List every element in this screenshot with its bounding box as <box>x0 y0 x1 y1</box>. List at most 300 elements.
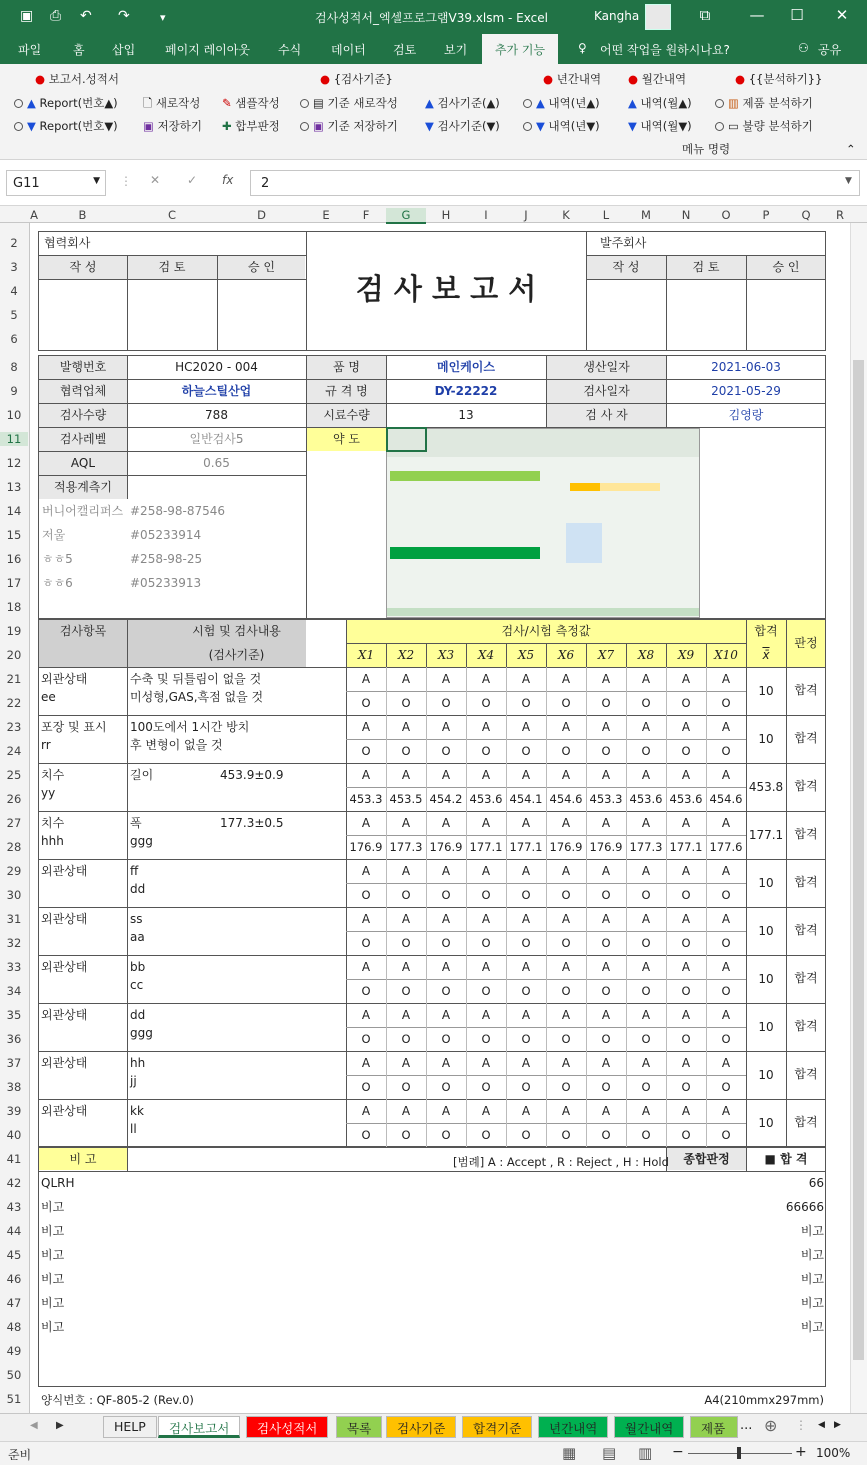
inspection-date[interactable]: 2021-05-29 <box>711 384 781 398</box>
function-icon[interactable]: fx <box>222 173 234 187</box>
measure-cell[interactable]: O <box>721 1080 731 1094</box>
row-header[interactable]: 50 <box>6 1368 22 1382</box>
measure-cell[interactable]: O <box>601 936 611 950</box>
tell-me-input[interactable]: 어떤 작업을 원하시나요? <box>600 43 730 57</box>
measure-cell[interactable]: O <box>561 696 571 710</box>
row-header[interactable]: 17 <box>6 576 22 590</box>
row-header[interactable]: 36 <box>6 1032 22 1046</box>
row-header[interactable]: 38 <box>6 1080 22 1094</box>
col-header-g[interactable]: G <box>386 208 426 224</box>
measure-cell[interactable]: A <box>361 672 371 686</box>
measure-cell[interactable]: A <box>681 720 691 734</box>
row-header[interactable]: 3 <box>10 260 18 274</box>
tab-data[interactable]: 데이터 <box>331 43 366 57</box>
row-header[interactable]: 11 <box>0 432 28 446</box>
undo-icon[interactable]: ↶ <box>80 8 92 24</box>
measure-cell[interactable]: 177.1 <box>509 840 543 854</box>
measure-cell[interactable]: A <box>361 960 371 974</box>
measure-cell[interactable]: A <box>561 1104 571 1118</box>
measure-cell[interactable]: A <box>641 768 651 782</box>
analysis-group[interactable] <box>735 71 822 87</box>
measure-cell[interactable]: O <box>521 1032 531 1046</box>
measure-cell[interactable]: A <box>601 720 611 734</box>
zoom-level[interactable]: 100% <box>816 1446 851 1460</box>
measure-cell[interactable]: O <box>361 1032 371 1046</box>
print-preview-icon[interactable]: ⎙ <box>50 8 62 24</box>
measure-cell[interactable]: A <box>721 1056 731 1070</box>
measure-cell[interactable]: O <box>441 744 451 758</box>
save-report-button[interactable] <box>143 118 202 134</box>
row-header[interactable]: 19 <box>6 624 22 638</box>
measure-cell[interactable]: 454.2 <box>429 792 463 806</box>
measure-cell[interactable]: O <box>721 1032 731 1046</box>
measure-cell[interactable]: O <box>361 984 371 998</box>
measure-cell[interactable]: A <box>481 1056 491 1070</box>
measure-cell[interactable]: A <box>561 1056 571 1070</box>
share-button[interactable]: 공유 <box>818 43 842 57</box>
measure-cell[interactable]: A <box>521 960 531 974</box>
tab-page-layout[interactable]: 페이지 레이아웃 <box>165 43 250 57</box>
measure-cell[interactable]: O <box>401 744 411 758</box>
scrollbar-thumb[interactable] <box>853 360 864 1360</box>
month-down-button[interactable] <box>628 118 692 134</box>
measure-cell[interactable]: O <box>601 696 611 710</box>
row-header[interactable]: 34 <box>6 984 22 998</box>
worksheet[interactable] <box>30 223 850 1413</box>
standard-group[interactable] <box>320 71 393 87</box>
measure-cell[interactable]: A <box>601 672 611 686</box>
row-header[interactable]: 30 <box>6 888 22 902</box>
measure-cell[interactable]: A <box>681 912 691 926</box>
chevron-down-icon[interactable]: ▼ <box>845 176 852 186</box>
measure-cell[interactable]: O <box>361 696 371 710</box>
standard-up-button[interactable] <box>425 95 500 111</box>
row-header[interactable]: 32 <box>6 936 22 950</box>
row-header[interactable]: 46 <box>6 1272 22 1286</box>
measure-cell[interactable]: O <box>401 984 411 998</box>
row-header[interactable]: 51 <box>6 1392 22 1406</box>
measure-cell[interactable]: A <box>481 960 491 974</box>
measure-cell[interactable]: A <box>481 912 491 926</box>
measure-cell[interactable]: O <box>361 1080 371 1094</box>
measure-cell[interactable]: A <box>641 1104 651 1118</box>
measure-cell[interactable]: A <box>641 672 651 686</box>
measure-cell[interactable]: O <box>561 888 571 902</box>
close-button[interactable]: ✕ <box>835 6 849 24</box>
measure-cell[interactable]: 454.6 <box>549 792 583 806</box>
page-layout-view-icon[interactable]: ▤ <box>602 1444 617 1462</box>
measure-cell[interactable]: A <box>361 1104 371 1118</box>
measure-cell[interactable]: O <box>361 888 371 902</box>
measure-cell[interactable]: O <box>481 696 491 710</box>
col-header-p[interactable]: P <box>762 208 770 222</box>
measure-cell[interactable]: 453.5 <box>389 792 423 806</box>
measure-cell[interactable]: A <box>521 816 531 830</box>
measure-cell[interactable]: O <box>441 1032 451 1046</box>
tab-review[interactable]: 검토 <box>393 43 417 57</box>
measure-cell[interactable]: A <box>721 672 731 686</box>
row-header[interactable]: 28 <box>6 840 22 854</box>
row-header[interactable]: 12 <box>6 456 22 470</box>
measure-cell[interactable]: O <box>561 1080 571 1094</box>
save-standard-button[interactable] <box>300 118 398 134</box>
measure-cell[interactable]: A <box>481 864 491 878</box>
product-name[interactable]: 메인케이스 <box>437 360 495 374</box>
measure-cell[interactable]: A <box>681 1056 691 1070</box>
measure-cell[interactable]: O <box>641 936 651 950</box>
row-header[interactable]: 22 <box>6 696 22 710</box>
measure-cell[interactable]: O <box>721 888 731 902</box>
customize-icon[interactable]: ▾ <box>160 11 166 24</box>
scroll-right-icon[interactable]: ▶ <box>56 1420 64 1431</box>
page-break-view-icon[interactable]: ▥ <box>638 1444 653 1462</box>
measure-cell[interactable]: 454.6 <box>709 792 743 806</box>
row-header[interactable]: 8 <box>10 360 18 374</box>
row-header[interactable]: 18 <box>6 600 22 614</box>
enter-icon[interactable]: ✓ <box>187 173 198 187</box>
measure-cell[interactable]: A <box>721 864 731 878</box>
redo-icon[interactable]: ↷ <box>118 8 130 24</box>
col-header-h[interactable]: H <box>441 208 451 222</box>
measure-cell[interactable]: O <box>641 888 651 902</box>
col-header-e[interactable]: E <box>322 208 330 222</box>
measure-cell[interactable]: O <box>641 744 651 758</box>
measure-cell[interactable]: A <box>521 1104 531 1118</box>
measure-cell[interactable]: O <box>401 1080 411 1094</box>
measure-cell[interactable]: A <box>521 672 531 686</box>
hscroll-right-icon[interactable]: ▶ <box>834 1420 841 1430</box>
tab-addins[interactable]: 추가 기능 <box>482 34 558 65</box>
report-prev-button[interactable] <box>14 118 118 134</box>
hscroll-left-icon[interactable]: ◀ <box>818 1420 825 1430</box>
formula-input[interactable]: 2 <box>250 170 860 196</box>
issue-number[interactable]: HC2020 - 004 <box>175 360 258 374</box>
measure-cell[interactable]: A <box>441 912 451 926</box>
row-header[interactable]: 27 <box>6 816 22 830</box>
measure-cell[interactable]: 453.6 <box>669 792 703 806</box>
measure-cell[interactable]: 453.3 <box>349 792 383 806</box>
zoom-out-button[interactable]: − <box>672 1444 684 1460</box>
measure-cell[interactable]: 453.3 <box>589 792 623 806</box>
row-header[interactable]: 24 <box>6 744 22 758</box>
measure-cell[interactable]: O <box>601 888 611 902</box>
measure-cell[interactable]: O <box>481 1080 491 1094</box>
col-header-q[interactable]: Q <box>801 208 811 222</box>
measure-cell[interactable]: A <box>641 1008 651 1022</box>
measure-cell[interactable]: A <box>561 672 571 686</box>
row-header[interactable]: 31 <box>6 912 22 926</box>
measure-cell[interactable]: O <box>601 1080 611 1094</box>
measure-cell[interactable]: A <box>481 672 491 686</box>
measure-cell[interactable]: O <box>681 984 691 998</box>
row-header[interactable]: 35 <box>6 1008 22 1022</box>
measure-cell[interactable]: A <box>601 912 611 926</box>
measure-cell[interactable]: O <box>441 1080 451 1094</box>
row-header[interactable]: 33 <box>6 960 22 974</box>
row-header[interactable]: 25 <box>6 768 22 782</box>
col-header-j[interactable]: J <box>524 208 528 222</box>
measure-cell[interactable]: O <box>361 744 371 758</box>
measure-cell[interactable]: O <box>601 1032 611 1046</box>
measure-cell[interactable]: A <box>641 816 651 830</box>
sheet-tab-help[interactable]: HELP <box>103 1416 157 1438</box>
aql-value[interactable]: 0.65 <box>203 456 230 470</box>
measure-cell[interactable]: A <box>681 672 691 686</box>
measure-cell[interactable]: A <box>681 768 691 782</box>
measure-cell[interactable]: O <box>721 696 731 710</box>
measure-cell[interactable]: A <box>401 816 411 830</box>
measure-cell[interactable]: 176.9 <box>549 840 583 854</box>
sample-button[interactable] <box>222 95 280 111</box>
row-header[interactable]: 44 <box>6 1224 22 1238</box>
measure-cell[interactable]: A <box>481 1104 491 1118</box>
measure-cell[interactable]: A <box>681 1008 691 1022</box>
measure-cell[interactable]: A <box>721 1008 731 1022</box>
col-header-o[interactable]: O <box>721 208 731 222</box>
row-header[interactable]: 23 <box>6 720 22 734</box>
sheet-tab-pass-standard[interactable]: 합격기준 <box>462 1416 532 1438</box>
row-header[interactable]: 49 <box>6 1344 22 1358</box>
measure-cell[interactable]: 453.6 <box>629 792 663 806</box>
measure-cell[interactable]: A <box>601 864 611 878</box>
measure-cell[interactable]: A <box>641 1056 651 1070</box>
measure-cell[interactable]: A <box>561 960 571 974</box>
col-header-f[interactable]: F <box>362 208 370 222</box>
measure-cell[interactable]: O <box>721 936 731 950</box>
measure-cell[interactable]: O <box>641 1080 651 1094</box>
measure-cell[interactable]: O <box>561 936 571 950</box>
measure-cell[interactable]: O <box>481 1032 491 1046</box>
row-header[interactable]: 40 <box>6 1128 22 1142</box>
measure-cell[interactable]: O <box>521 936 531 950</box>
row-header[interactable]: 43 <box>6 1200 22 1214</box>
measure-cell[interactable]: 453.6 <box>469 792 503 806</box>
measure-cell[interactable]: A <box>681 864 691 878</box>
col-header-n[interactable]: N <box>681 208 691 222</box>
measure-cell[interactable]: O <box>681 1080 691 1094</box>
year-down-button[interactable] <box>523 118 600 134</box>
measure-cell[interactable]: A <box>361 1056 371 1070</box>
measure-cell[interactable]: A <box>481 720 491 734</box>
measure-cell[interactable]: O <box>641 1032 651 1046</box>
measure-cell[interactable]: O <box>361 936 371 950</box>
sheet-tab-yearly[interactable]: 년간내역 <box>538 1416 608 1438</box>
row-header[interactable]: 41 <box>6 1152 22 1166</box>
col-header-m[interactable]: M <box>641 208 651 222</box>
measure-cell[interactable]: O <box>721 744 731 758</box>
measure-cell[interactable]: A <box>521 720 531 734</box>
measure-cell[interactable]: A <box>601 1056 611 1070</box>
name-box[interactable] <box>6 170 106 196</box>
measure-cell[interactable]: O <box>401 936 411 950</box>
normal-view-icon[interactable]: ▦ <box>562 1444 577 1462</box>
row-header[interactable]: 2 <box>10 236 18 250</box>
spec-name[interactable]: DY-22222 <box>434 384 498 398</box>
measure-cell[interactable]: O <box>601 1128 611 1142</box>
measure-cell[interactable]: 177.6 <box>709 840 743 854</box>
measure-cell[interactable]: 177.3 <box>629 840 663 854</box>
maximize-button[interactable]: ☐ <box>790 6 804 24</box>
measure-cell[interactable]: O <box>561 1128 571 1142</box>
sheet-tab-monthly[interactable]: 월간내역 <box>614 1416 684 1438</box>
sheet-tab-product[interactable]: 제품 <box>690 1416 738 1438</box>
measure-cell[interactable]: 176.9 <box>429 840 463 854</box>
col-header-b[interactable]: B <box>78 208 87 222</box>
tab-formulas[interactable]: 수식 <box>278 43 302 57</box>
row-header[interactable]: 16 <box>6 552 22 566</box>
col-header-d[interactable]: D <box>257 208 266 222</box>
measure-cell[interactable]: O <box>441 1128 451 1142</box>
measure-cell[interactable]: A <box>441 864 451 878</box>
measure-cell[interactable]: O <box>681 936 691 950</box>
row-header[interactable]: 26 <box>6 792 22 806</box>
measure-cell[interactable]: A <box>561 768 571 782</box>
col-header-l[interactable]: L <box>602 208 610 222</box>
row-header[interactable]: 15 <box>6 528 22 542</box>
measure-cell[interactable]: 177.1 <box>669 840 703 854</box>
new-report-button[interactable] <box>143 95 200 115</box>
measure-cell[interactable]: A <box>361 768 371 782</box>
measure-cell[interactable]: A <box>401 720 411 734</box>
sample-qty[interactable]: 13 <box>458 408 474 422</box>
measure-cell[interactable]: A <box>601 960 611 974</box>
measure-cell[interactable]: A <box>641 720 651 734</box>
row-header[interactable]: 39 <box>6 1104 22 1118</box>
measure-cell[interactable]: O <box>681 744 691 758</box>
sheet-tab-list[interactable]: 목록 <box>336 1416 382 1438</box>
row-header[interactable]: 9 <box>10 384 18 398</box>
inspect-level[interactable]: 일반검사5 <box>189 432 244 446</box>
measure-cell[interactable]: A <box>561 816 571 830</box>
measure-cell[interactable]: A <box>721 816 731 830</box>
measure-cell[interactable]: O <box>361 1128 371 1142</box>
measure-cell[interactable]: O <box>401 696 411 710</box>
measure-cell[interactable]: O <box>721 984 731 998</box>
measure-cell[interactable]: A <box>721 720 731 734</box>
measure-cell[interactable]: A <box>601 768 611 782</box>
measure-cell[interactable]: O <box>521 888 531 902</box>
measure-cell[interactable]: A <box>401 864 411 878</box>
measure-cell[interactable]: O <box>401 1032 411 1046</box>
save-icon[interactable]: ▣ <box>20 8 34 24</box>
measure-cell[interactable]: A <box>441 1056 451 1070</box>
measure-cell[interactable]: A <box>441 1104 451 1118</box>
measure-cell[interactable]: O <box>641 696 651 710</box>
row-header[interactable]: 13 <box>6 480 22 494</box>
monthly-group[interactable] <box>628 71 686 87</box>
measure-cell[interactable]: O <box>441 984 451 998</box>
restore-ribbon-icon[interactable]: ⧉ <box>699 6 711 24</box>
row-header[interactable]: 14 <box>6 504 22 518</box>
col-header-i[interactable]: I <box>484 208 488 222</box>
measure-cell[interactable]: O <box>401 1128 411 1142</box>
measure-cell[interactable]: 177.3 <box>389 840 423 854</box>
measure-cell[interactable]: A <box>481 816 491 830</box>
measure-cell[interactable]: A <box>521 1008 531 1022</box>
row-header[interactable]: 37 <box>6 1056 22 1070</box>
zoom-in-button[interactable]: + <box>795 1444 807 1460</box>
row-header[interactable]: 48 <box>6 1320 22 1334</box>
row-header[interactable]: 45 <box>6 1248 22 1262</box>
tab-file[interactable]: 파일 <box>18 43 42 57</box>
row-header[interactable]: 21 <box>6 672 22 686</box>
measure-cell[interactable]: A <box>441 960 451 974</box>
col-header-a[interactable]: A <box>30 208 38 222</box>
measure-cell[interactable]: O <box>521 696 531 710</box>
cancel-icon[interactable]: ✕ <box>150 173 161 187</box>
measure-cell[interactable]: A <box>521 864 531 878</box>
measure-cell[interactable]: O <box>641 1128 651 1142</box>
measure-cell[interactable]: O <box>441 696 451 710</box>
measure-cell[interactable]: A <box>481 1008 491 1022</box>
measure-cell[interactable]: O <box>681 696 691 710</box>
month-up-button[interactable] <box>628 95 692 111</box>
measure-cell[interactable]: O <box>441 888 451 902</box>
measure-cell[interactable]: A <box>401 768 411 782</box>
row-header[interactable]: 10 <box>6 408 22 422</box>
measure-cell[interactable]: A <box>521 1056 531 1070</box>
measure-cell[interactable]: A <box>681 816 691 830</box>
measure-cell[interactable]: O <box>441 936 451 950</box>
standard-down-button[interactable] <box>425 118 500 134</box>
measure-cell[interactable]: A <box>401 1104 411 1118</box>
measure-cell[interactable]: A <box>561 912 571 926</box>
measure-cell[interactable]: O <box>481 984 491 998</box>
measure-cell[interactable]: A <box>441 720 451 734</box>
col-header-r[interactable]: R <box>836 208 844 222</box>
tab-home[interactable]: 홈 <box>73 43 85 57</box>
measure-cell[interactable]: A <box>441 816 451 830</box>
measure-cell[interactable]: O <box>641 984 651 998</box>
measure-cell[interactable]: O <box>481 744 491 758</box>
measure-cell[interactable]: A <box>361 912 371 926</box>
measure-cell[interactable]: A <box>401 1056 411 1070</box>
measure-cell[interactable]: A <box>721 912 731 926</box>
measure-cell[interactable]: A <box>361 720 371 734</box>
measure-cell[interactable]: A <box>721 768 731 782</box>
measure-cell[interactable]: O <box>521 984 531 998</box>
measure-cell[interactable]: A <box>561 1008 571 1022</box>
measure-cell[interactable]: O <box>561 984 571 998</box>
measure-cell[interactable]: O <box>601 744 611 758</box>
measure-cell[interactable]: A <box>361 1008 371 1022</box>
measure-cell[interactable]: O <box>481 888 491 902</box>
measure-cell[interactable]: A <box>401 912 411 926</box>
measure-cell[interactable]: A <box>481 768 491 782</box>
row-header[interactable]: 5 <box>10 308 18 322</box>
scroll-left-icon[interactable]: ◀ <box>30 1420 38 1431</box>
row-header[interactable]: 42 <box>6 1176 22 1190</box>
more-sheets-button[interactable]: ... <box>740 1418 753 1433</box>
partner-name[interactable]: 하늘스틸산업 <box>181 384 252 398</box>
measure-cell[interactable]: A <box>641 912 651 926</box>
measure-cell[interactable]: 177.1 <box>469 840 503 854</box>
measure-cell[interactable]: A <box>401 672 411 686</box>
measure-cell[interactable]: A <box>721 1104 731 1118</box>
measure-cell[interactable]: A <box>601 816 611 830</box>
measure-cell[interactable]: O <box>681 1032 691 1046</box>
report-group[interactable] <box>35 71 119 87</box>
row-header[interactable]: 47 <box>6 1296 22 1310</box>
measure-cell[interactable]: O <box>401 888 411 902</box>
measure-cell[interactable]: 176.9 <box>589 840 623 854</box>
row-header[interactable]: 6 <box>10 332 18 346</box>
measure-cell[interactable]: O <box>481 936 491 950</box>
col-header-k[interactable]: K <box>562 208 570 222</box>
measure-cell[interactable]: O <box>521 1080 531 1094</box>
year-up-button[interactable] <box>523 95 600 111</box>
collapse-ribbon-icon[interactable]: ⌃ <box>846 142 856 156</box>
